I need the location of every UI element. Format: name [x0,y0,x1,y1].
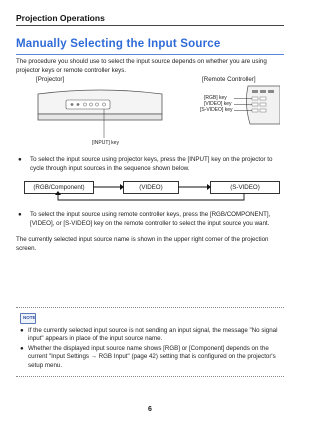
sequence-box-svideo: (S-VIDEO) [210,181,280,194]
projector-label: [Projector] [36,76,65,83]
projector-illustration [36,84,164,148]
bullet-dot-icon: ● [18,211,22,218]
bullet-dot-icon: ● [20,345,24,352]
bullet-dot-icon: ● [18,156,22,163]
title-rule [16,54,284,55]
sequence-box-video: (VIDEO) [123,181,179,194]
video-key-label: [VIDEO] key [204,101,232,107]
svideo-key-label: [S-VIDEO] key [200,107,233,113]
note-divider-top [16,307,284,308]
sequence-box-rgb: (RGB/Component) [24,181,94,194]
selected-source-paragraph: The currently selected input source name is shown in the upper right corner of the projection screen. [16,236,269,252]
note-divider-bottom [16,376,284,377]
rgb-key-label: [RGB] key [204,95,227,101]
intro-paragraph: The procedure you should use to select the input source depends on whether you are using projector keys or remote controller keys. [16,58,267,74]
bullet-dot-icon: ● [20,327,24,334]
page-title: Manually Selecting the Input Source [16,38,221,50]
page-number: 6 [148,406,152,413]
remote-label: [Remote Controller] [202,76,256,83]
sequence-arrows [0,180,300,204]
header-rule [16,25,284,26]
input-key-label: [INPUT] key [92,140,119,146]
section-header: Projection Operations [16,13,105,23]
note-icon: NOTE [20,313,36,324]
